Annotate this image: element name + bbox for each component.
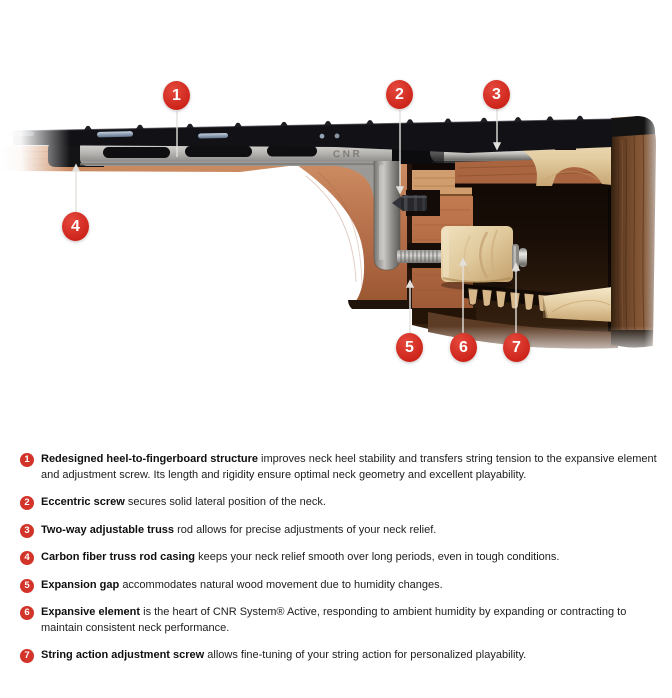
callout-badge-4: 4 — [62, 212, 89, 241]
legend-text-5: accommodates natural wood movement due to humidity changes. — [122, 578, 443, 591]
legend-item-3 — [20, 523, 662, 539]
callout-badge-6: 6 — [450, 333, 477, 362]
callout-badge-3: 3 — [483, 80, 510, 109]
legend-term-3: Two-way adjustable truss — [41, 523, 175, 536]
legend-term-5: Expansion gap — [41, 578, 120, 591]
legend-badge-3: 3 — [20, 524, 34, 538]
legend-badge-6: 6 — [20, 606, 34, 620]
legend-badge-1: 1 — [20, 453, 34, 467]
callout-badge-1: 1 — [163, 81, 190, 110]
legend-term-6: Expansive element — [41, 606, 141, 618]
legend-text-4: keeps your neck relief smooth over long periods, even in tough conditions. — [198, 551, 560, 563]
legend-term-4: Carbon fiber truss rod casing — [41, 551, 196, 563]
legend-badge-5: 5 — [20, 579, 34, 593]
callout-badge-2: 2 — [386, 80, 413, 109]
legend-text-7: allows fine-tuning of your string action for personalized playability. — [207, 649, 527, 661]
legend-item-1 — [20, 452, 662, 483]
legend-item-5 — [20, 578, 662, 594]
metal-leg — [374, 161, 400, 270]
expansive-element-block — [441, 226, 513, 290]
legend-text-2: secures solid lateral position of the neck. — [127, 496, 326, 508]
legend-badge-7: 7 — [20, 649, 34, 663]
legend-badge-4: 4 — [20, 551, 34, 565]
legend-term-7: String action adjustment screw — [41, 649, 205, 661]
legend-badge-2: 2 — [20, 496, 34, 510]
legend — [20, 452, 662, 676]
legend-text-6: is the heart of CNR System® Active, responding to ambient humidity by expanding or contracting to maintain consistent neck performance. — [41, 606, 627, 634]
casing-engraving: CNR — [332, 148, 363, 161]
legend-item-7 — [20, 648, 662, 664]
legend-text-1: improves neck heel stability and transfers string tension to the expansive element and adjustment screw. Its length and rigidity ensure optimal neck geometry and excellent playability. — [41, 453, 657, 481]
callout-badge-5: 5 — [396, 333, 423, 362]
legend-item-4 — [20, 550, 662, 566]
adjustment-screw-shaft — [397, 250, 442, 263]
legend-item-2 — [20, 495, 662, 511]
heel-cap — [348, 300, 413, 309]
legend-term-1: Redesigned heel-to-fingerboard structure — [41, 453, 258, 465]
legend-item-6 — [20, 605, 662, 636]
left-fade — [0, 108, 70, 238]
legend-text-3: rod allows for precise adjustments of your neck relief. — [177, 523, 437, 536]
callout-badge-7: 7 — [503, 333, 530, 362]
legend-term-2: Eccentric screw — [41, 496, 125, 508]
